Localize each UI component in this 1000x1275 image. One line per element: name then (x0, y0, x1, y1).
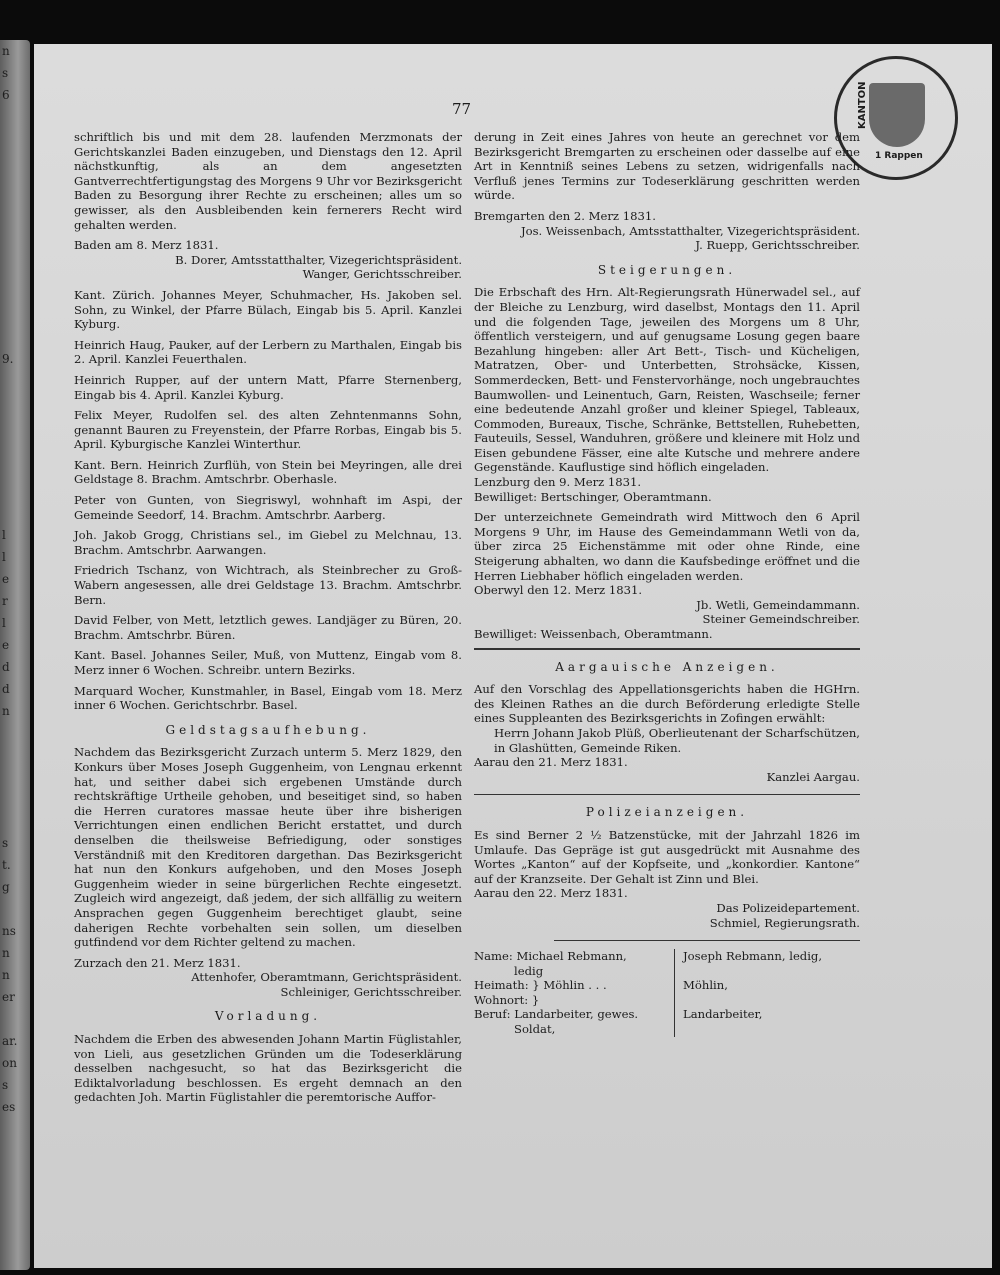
prev-page-fragment: e (2, 638, 10, 652)
divider (474, 648, 860, 650)
prev-page-fragment (0, 458, 30, 480)
prev-page-fragment: s (2, 66, 9, 80)
prev-page-fragment: l (2, 616, 6, 630)
prev-page-fragment: er (2, 990, 15, 1004)
notice-entry: David Felber, von Mett, letztlich gewes. Landjäger zu Büren, 20. Brachm. Amtschrbr. Büren. (74, 613, 462, 642)
section-heading: Aargauische Anzeigen. (555, 659, 779, 674)
date-line: Aarau den 22. Merz 1831. (474, 886, 628, 901)
prev-page-fragment: ar. (2, 1034, 18, 1048)
stamp-text: KANTON (857, 81, 868, 129)
prev-page-fragment (0, 106, 30, 128)
prev-page-fragment: t. (2, 858, 11, 872)
notice-entry: Heinrich Rupper, auf der untern Matt, Pfarre Sternenberg, Eingab bis 4. April. Kanzlei Kyburg. (74, 372, 462, 402)
notice-entry: Kant. Basel. Johannes Seiler, Muß, von Muttenz, Eingab vom 8. Merz inner 6 Wochen. Schreibr. untern Bezirks. (74, 648, 462, 677)
prev-page-fragment: s (2, 1078, 9, 1092)
stamp-value: 1 Rappen (875, 151, 923, 161)
left-column (74, 130, 462, 1111)
table-cell: Wohnort: } (474, 992, 540, 1007)
prev-page-fragment: n (2, 44, 10, 58)
newspaper-page (34, 44, 992, 1268)
date-line: Lenzburg den 9. Merz 1831. (474, 475, 642, 490)
prev-page-fragment (0, 216, 30, 238)
prev-page-fragment: ns (2, 924, 16, 938)
prev-page-fragment (0, 722, 30, 744)
notice-entry: Kant. Bern. Heinrich Zurflüh, von Stein bei Meyringen, alle drei Geldstage 8. Brachm. Amtschrbr. Oberhasle. (74, 457, 462, 487)
prev-page-fragment (0, 744, 30, 766)
prev-page-fragment (0, 766, 30, 788)
notice-entry: Heinrich Haug, Pauker, auf der Lerbern zu Marthalen, Eingab bis 2. April. Kanzlei Feuerthalen. (74, 337, 462, 367)
date-line: Oberwyl den 12. Merz 1831. (474, 583, 643, 598)
person-description-table (474, 949, 860, 1037)
table-cell: Joseph Rebmann, ledig, (683, 949, 823, 964)
prev-page-fragment (0, 898, 30, 920)
prev-page-fragment (0, 238, 30, 260)
prev-page-fragment: e (2, 572, 10, 586)
section-heading: Steigerungen. (597, 262, 737, 277)
notice-entry: Felix Meyer, Rudolfen sel. des alten Zehntenmanns Sohn, genannt Bauren zu Freyenstein, der Pfarre Rorbas, Eingab bis 5. April. Kyburgische Kanzlei Winterthur. (74, 408, 462, 452)
table-cell: Soldat, (514, 1022, 556, 1037)
divider (474, 794, 860, 795)
prev-page-fragment (0, 128, 30, 150)
prev-page-fragment (0, 150, 30, 172)
prev-page-fragment: s (2, 836, 9, 850)
table-column (675, 949, 822, 1037)
prev-page-fragment: d (2, 682, 10, 696)
approval-line: Bewilliget: Weissenbach, Oberamtmann. (474, 627, 713, 641)
prev-page-fragment: n (2, 946, 10, 960)
prev-page-fragment (0, 810, 30, 832)
previous-page-edge (0, 40, 30, 1270)
prev-page-fragment (0, 370, 30, 392)
section-heading: Vorladung. (214, 1009, 322, 1024)
notice-entry: Marquard Wocher, Kunstmahler, in Basel, Eingab vom 18. Merz inner 6 Wochen. Gerichtschrbr. Basel. (74, 683, 462, 713)
paragraph: Die Erbschaft des Hrn. Alt-Regierungsrath Hünerwadel sel., auf der Bleiche zu Lenzburg, wird daselbst, Montags den 11. April und die folgenden Tage, jeweilen des Morgens um 8 Uhr, öffentlich versteigern, und auf genugsame Losung gegen baare Bezahlung hingeben: aller Art Bett-, Tisch- und Kücheligen, Matratzen, Ober- und Unterbetten, Strohsäcke, Kissen, Sommerdecken, Bett- und Fenstervorhänge, noch ungebrauchtes Baumwollen- und Leinentuch, Garn, Reisten, Waschseile; ferner eine bedeutende Anzahl großer und kleiner Spiegel, Tableaux, Commoden, Bureaux, Tische, Schränke, Bettstellen, Ruhebetten, Fauteuils, Sessel, Wanduhren, größere und kleinere mit Holz und Eisen gebundene Fässer, eine alte Kutsche und mehrere andere Gegenstände. Kauflustige sind höflich eingeladen. (474, 285, 860, 475)
prev-page-fragment (0, 502, 30, 524)
date-line: Zurzach den 21. Merz 1831. (74, 955, 241, 970)
section-heading: Polizeianzeigen. (585, 805, 749, 820)
section-heading: Geldstagsaufhebung. (165, 722, 371, 737)
paragraph: Nachdem das Bezirksgericht Zurzach unterm 5. Merz 1829, den Konkurs über Moses Joseph Guggenheim, von Lengnau erkennt hat, und seither dabei sich ergebenen Umstände durch rechtskräftige Urtheile gehoben, und beseitiget sind, so haben die Herren curatores massae heute über ihre bisherigen Verrichtungen einen endlichen Bericht erstattet, und durch denselben die theilsweise Befriedigung, oder sonstiges Verständniß mit den Kreditoren dargethan. Das Bezirksgericht hat nun den Konkurs aufgehoben, und den Moses Joseph Guggenheim wieder in seine bürgerlichen Rechte eingesetzt. Zugleich wird angezeigt, daß jedem, der sich allfällig zu weitern Ansprachen gegen Guggenheim berechtiget glaubt, seine daherigen Rechte vorbehalten sein sollen, um dieselben gutfindend vor dem Richter geltend zu machen. (74, 745, 462, 950)
table-cell: ledig (514, 963, 544, 978)
paragraph: schriftlich bis und mit dem 28. laufenden Merzmonats der Gerichtskanzlei Baden einzugeben, und Dienstags den 12. April nächstkunftig, als an dem angesetzten Gantverrechtfertigungstag des Morgens 9 Uhr vor Bezirksgericht Baden zu Besorgung ihrer Rechte zu erscheinen; alles um so gewisser, als den Ausbleibenden kein fernerers Recht wird gehalten werden. (74, 130, 462, 232)
prev-page-fragment (0, 326, 30, 348)
signature: B. Dorer, Amtsstatthalter, Vizegerichtspräsident. (175, 252, 462, 267)
coat-of-arms-icon (869, 83, 925, 147)
divider (554, 940, 860, 941)
table-cell: Name: Michael Rebmann, (474, 949, 627, 964)
paragraph: derung in Zeit eines Jahres von heute an gerechnet vor dem Bezirksgericht Bremgarten zu erscheinen oder dasselbe auf eine Art in Kenntniß seines Lebens zu setzen, widrigenfalls nach Verfluß jenes Termins zur Todeserklärung geschritten werden würde. (474, 130, 860, 203)
signature: Steiner Gemeindschreiber. (702, 612, 860, 627)
prev-page-fragment (0, 172, 30, 194)
prev-page-fragment: on (2, 1056, 17, 1070)
table-cell (683, 993, 822, 1008)
prev-page-fragment: 6 (2, 88, 10, 102)
paragraph: Auf den Vorschlag des Appellationsgerichts haben die HGHrn. des Kleinen Rathes an die durch Beförderung erledigte Stelle eines Suppleanten des Bezirksgerichts in Zofingen erwählt: (474, 682, 860, 726)
page-number: 77 (452, 100, 472, 118)
prev-page-fragment (0, 1008, 30, 1030)
prev-page-fragment: n (2, 704, 10, 718)
table-cell: Landarbeiter, (683, 1007, 763, 1022)
right-column (474, 130, 860, 1037)
signature: Attenhofer, Oberamtmann, Gerichtspräsident. (191, 970, 462, 985)
signature: Wanger, Gerichtsschreiber. (302, 267, 462, 282)
prev-page-fragment: es (2, 1100, 16, 1114)
prev-page-fragment (0, 260, 30, 282)
prev-page-fragment: n (2, 968, 10, 982)
prev-page-fragment (0, 392, 30, 414)
prev-page-fragment (0, 414, 30, 436)
prev-page-fragment (0, 304, 30, 326)
prev-page-fragment (0, 788, 30, 810)
notice-entry: Peter von Gunten, von Siegriswyl, wohnhaft im Aspi, der Gemeinde Seedorf, 14. Brachm. Amtschrbr. Aarberg. (74, 493, 462, 522)
prev-page-fragment: r (2, 594, 8, 608)
signature: Kanzlei Aargau. (766, 769, 860, 784)
approval-line: Bewilliget: Bertschinger, Oberamtmann. (474, 489, 712, 504)
table-cell: Beruf: Landarbeiter, gewes. (474, 1007, 639, 1022)
prev-page-fragment (0, 282, 30, 304)
signature: Schmiel, Regierungsrath. (709, 915, 860, 930)
signature: Schleiniger, Gerichtsschreiber. (280, 984, 462, 999)
notice-entry: Friedrich Tschanz, von Wichtrach, als Steinbrecher zu Groß-Wabern angesessen, alle drei Geldstage 13. Brachm. Amtschrbr. Bern. (74, 563, 462, 607)
prev-page-fragment: l (2, 528, 6, 542)
notice-entry: Kant. Zürich. Johannes Meyer, Schuhmacher, Hs. Jakoben sel. Sohn, zu Winkel, der Pfarre Bülach, Eingab bis 5. April. Kanzlei Kyburg. (74, 287, 462, 332)
prev-page-fragment (0, 480, 30, 502)
signature: Das Polizeidepartement. (716, 900, 860, 915)
appointment: Herrn Johann Jakob Plüß, Oberlieutenant der Scharfschützen, in Glashütten, Gemeinde Riken. (494, 725, 860, 755)
prev-page-fragment: l (2, 550, 6, 564)
table-column (474, 949, 675, 1037)
signature: Jos. Weissenbach, Amtsstatthalter, Vizegerichtspräsident. (520, 223, 860, 238)
signature: J. Ruepp, Gerichtsschreiber. (695, 238, 860, 253)
paragraph: Der unterzeichnete Gemeindrath wird Mittwoch den 6 April Morgens 9 Uhr, im Hause des Gemeindammann Wetli von da, über zirca 25 Eichenstämme mit oder ohne Rinde, eine Steigerung abhalten, wo dann die Kaufsbedinge eröffnet und die Herren Liebhaber höflich eingeladen werden. (474, 510, 860, 583)
prev-page-fragment (0, 194, 30, 216)
prev-page-fragment: d (2, 660, 10, 674)
prev-page-fragment: 9. (2, 352, 14, 366)
notice-entry: Joh. Jakob Grogg, Christians sel., im Giebel zu Melchnau, 13. Brachm. Amtschrbr. Aarwangen. (74, 528, 462, 557)
signature: Jb. Wetli, Gemeindammann. (696, 597, 860, 612)
table-cell (683, 964, 822, 979)
paragraph: Nachdem die Erben des abwesenden Johann Martin Füglistahler, von Lieli, aus gesetzlichen Gründen um die Todeserklärung desselben nachgesucht, so hat das Bezirksgericht die Ediktalvorladung beschlossen. Es ergeht demnach an den gedachten Joh. Martin Füglistahler die peremtorische Auffor- (74, 1032, 462, 1105)
table-cell: Heimath: } Möhlin . . . (474, 978, 607, 993)
table-cell: Möhlin, (683, 978, 728, 993)
prev-page-fragment: g (2, 880, 10, 894)
date-line: Bremgarten den 2. Merz 1831. (474, 208, 656, 223)
date-line: Aarau den 21. Merz 1831. (474, 755, 628, 770)
date-line: Baden am 8. Merz 1831. (74, 238, 219, 253)
paragraph: Es sind Berner 2 ½ Batzenstücke, mit der Jahrzahl 1826 im Umlaufe. Das Gepräge ist gut ausgedrückt mit Ausnahme des Wortes „Kanton“ auf der Kopfseite, und „konkordier. Kantone“ auf der Kranzseite. Der Gehalt ist Zinn und Blei. (474, 827, 860, 886)
prev-page-fragment (0, 436, 30, 458)
